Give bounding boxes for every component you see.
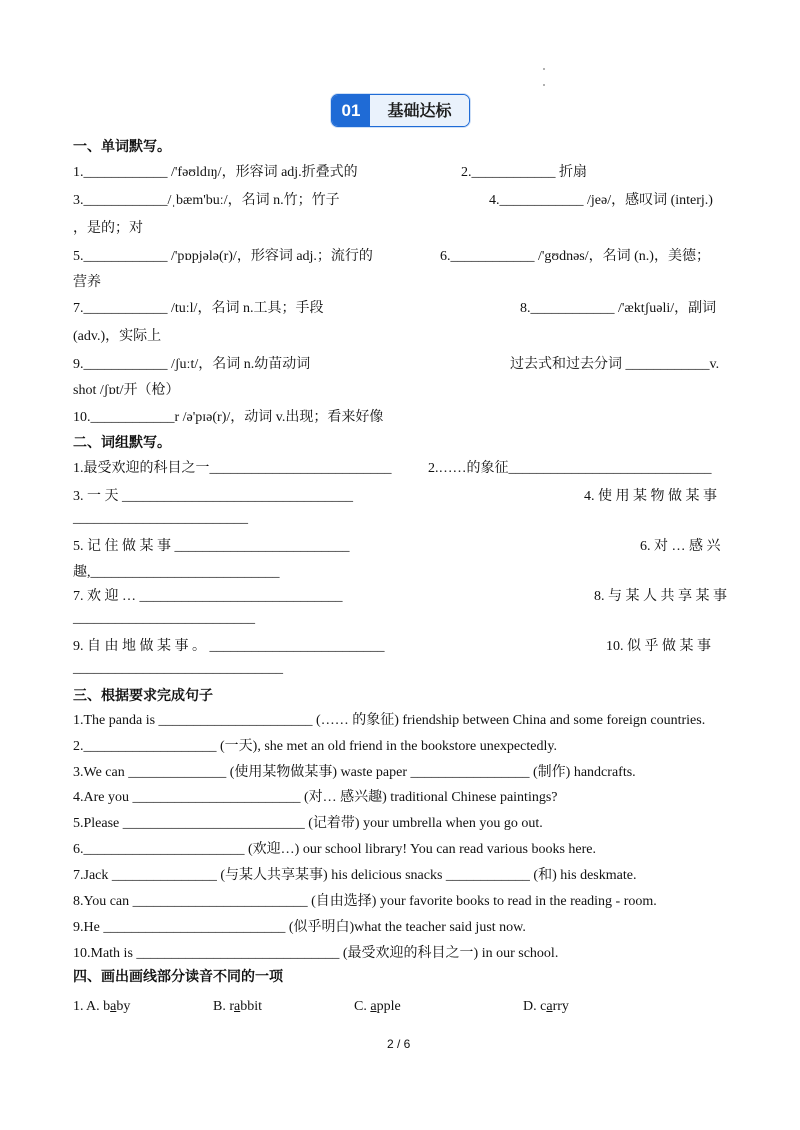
word-line: 6.____________ /'gʊdnəs/，名词 (n.)，美德； [440,249,710,264]
sentence-line: 4.Are you ________________________ (对… 感兴趣) traditional Chinese paintings? [73,790,558,805]
section1-heading: 一、单词默写。 [73,139,171,155]
word-line: 7.____________ /tuːl/，名词 n.工具；手段 [73,301,324,316]
phrase-line: 7. 欢 迎 … _____________________________ [73,589,343,604]
option-label: B. [213,999,226,1014]
sentence-line: 8.You can _________________________ (自由选择) your favorite books to read in the reading - room. [73,894,657,909]
phrase-line: ______________________________ [73,661,283,676]
phrase-line: __________________________ [73,611,255,626]
sentence-line: 1.The panda is ______________________ (…… 的象征) friendship between China and some foreign countries. [73,713,706,728]
phrase-line: 2.……的象征_____________________________ [428,461,712,476]
option-text: pple [376,999,401,1014]
option-text: r [229,999,235,1014]
option-c [354,999,401,1015]
word-line: ，是的；对 [73,221,143,236]
sentence-line: 5.Please __________________________ (记着带) your umbrella when you go out. [73,816,543,831]
phrase-line: 4. 使 用 某 物 做 某 事 [584,489,717,504]
word-line: 营养 [73,275,101,290]
phrase-line: 9. 自 由 地 做 某 事 。 _________________________ [73,639,385,654]
phrase-line: 3. 一 天 _________________________________ [73,489,353,504]
section2-heading: 二、词组默写。 [73,435,171,451]
phrase-line: 8. 与 某 人 共 享 某 事 [594,589,727,604]
option-label: D. [523,999,537,1014]
word-line: 10.____________r /ə'pɪə(r)/，动词 v.出现；看来好像 [73,410,384,425]
word-line: 3.____________/ˌbæm'buː/，名词 n.竹；竹子 [73,193,340,208]
underlined-letter: a [234,999,241,1014]
option-d [523,999,569,1015]
phrase-line: 10. 似 乎 做 某 事 [606,639,711,654]
option-a [86,999,130,1015]
question-number: 1. [73,999,84,1014]
sentence-line: 6._______________________ (欢迎…) our school library! You can read various books here. [73,842,596,857]
sentence-line: 3.We can ______________ (使用某物做某事) waste paper _________________ (制作) handcrafts. [73,765,636,780]
option-text: bbit [240,999,263,1014]
sentence-line: 2.___________________ (一天), she met an old friend in the bookstore unexpectedly. [73,739,557,754]
sentence-line: 10.Math is _____________________________ (最受欢迎的科目之一) in our school. [73,946,559,961]
section-badge [331,94,470,127]
word-line: 1.____________ /'fəʊldɪŋ/，形容词 adj.折叠式的 [73,165,358,180]
badge-number: 01 [332,95,370,126]
phrase-line: 1.最受欢迎的科目之一__________________________ [73,461,392,476]
decorative-dot [543,84,545,86]
sentence-line: 7.Jack _______________ (与某人共享某事) his delicious snacks ____________ (和) his deskmate. [73,868,637,883]
phrase-line: _________________________ [73,511,248,526]
decorative-dot [543,68,545,70]
phrase-line: 5. 记 住 做 某 事 _________________________ [73,539,350,554]
phrase-line: 趣,___________________________ [73,565,280,580]
underlined-letter: a [370,999,377,1014]
word-line: 9.____________ /ʃuːt/，名词 n.幼苗动词 [73,357,311,372]
word-line: 5.____________ /'pɒpjələ(r)/，形容词 adj.；流行的 [73,249,373,264]
sentence-line: 9.He __________________________ (似乎明白)what the teacher said just now. [73,920,526,935]
phrase-line: 6. 对 … 感 兴 [640,539,721,554]
option-b [213,999,262,1015]
underlined-letter: a [110,999,117,1014]
option-label: A. [86,999,100,1014]
underlined-letter: a [546,999,553,1014]
word-line: 8.____________ /'æktʃuəli/，副词 [520,301,717,316]
word-line: shot /ʃɒt/开（枪） [73,383,180,398]
section4-heading: 四、画出画线部分读音不同的一项 [73,969,283,985]
page-number: 2 / 6 [387,1037,411,1051]
option-text: by [116,999,131,1014]
word-line: 4.____________ /jeə/，感叹词 (interj.) [489,193,713,208]
word-line: (adv.)，实际上 [73,329,162,344]
option-text: rry [552,999,569,1014]
option-text: c [540,999,547,1014]
badge-title: 基础达标 [370,95,469,126]
option-label: C. [354,999,367,1014]
section3-heading: 三、根据要求完成句子 [73,688,213,704]
word-line: 2.____________ 折扇 [461,165,587,180]
option-text: b [103,999,111,1014]
word-line: 过去式和过去分词 ____________v. [510,357,720,372]
